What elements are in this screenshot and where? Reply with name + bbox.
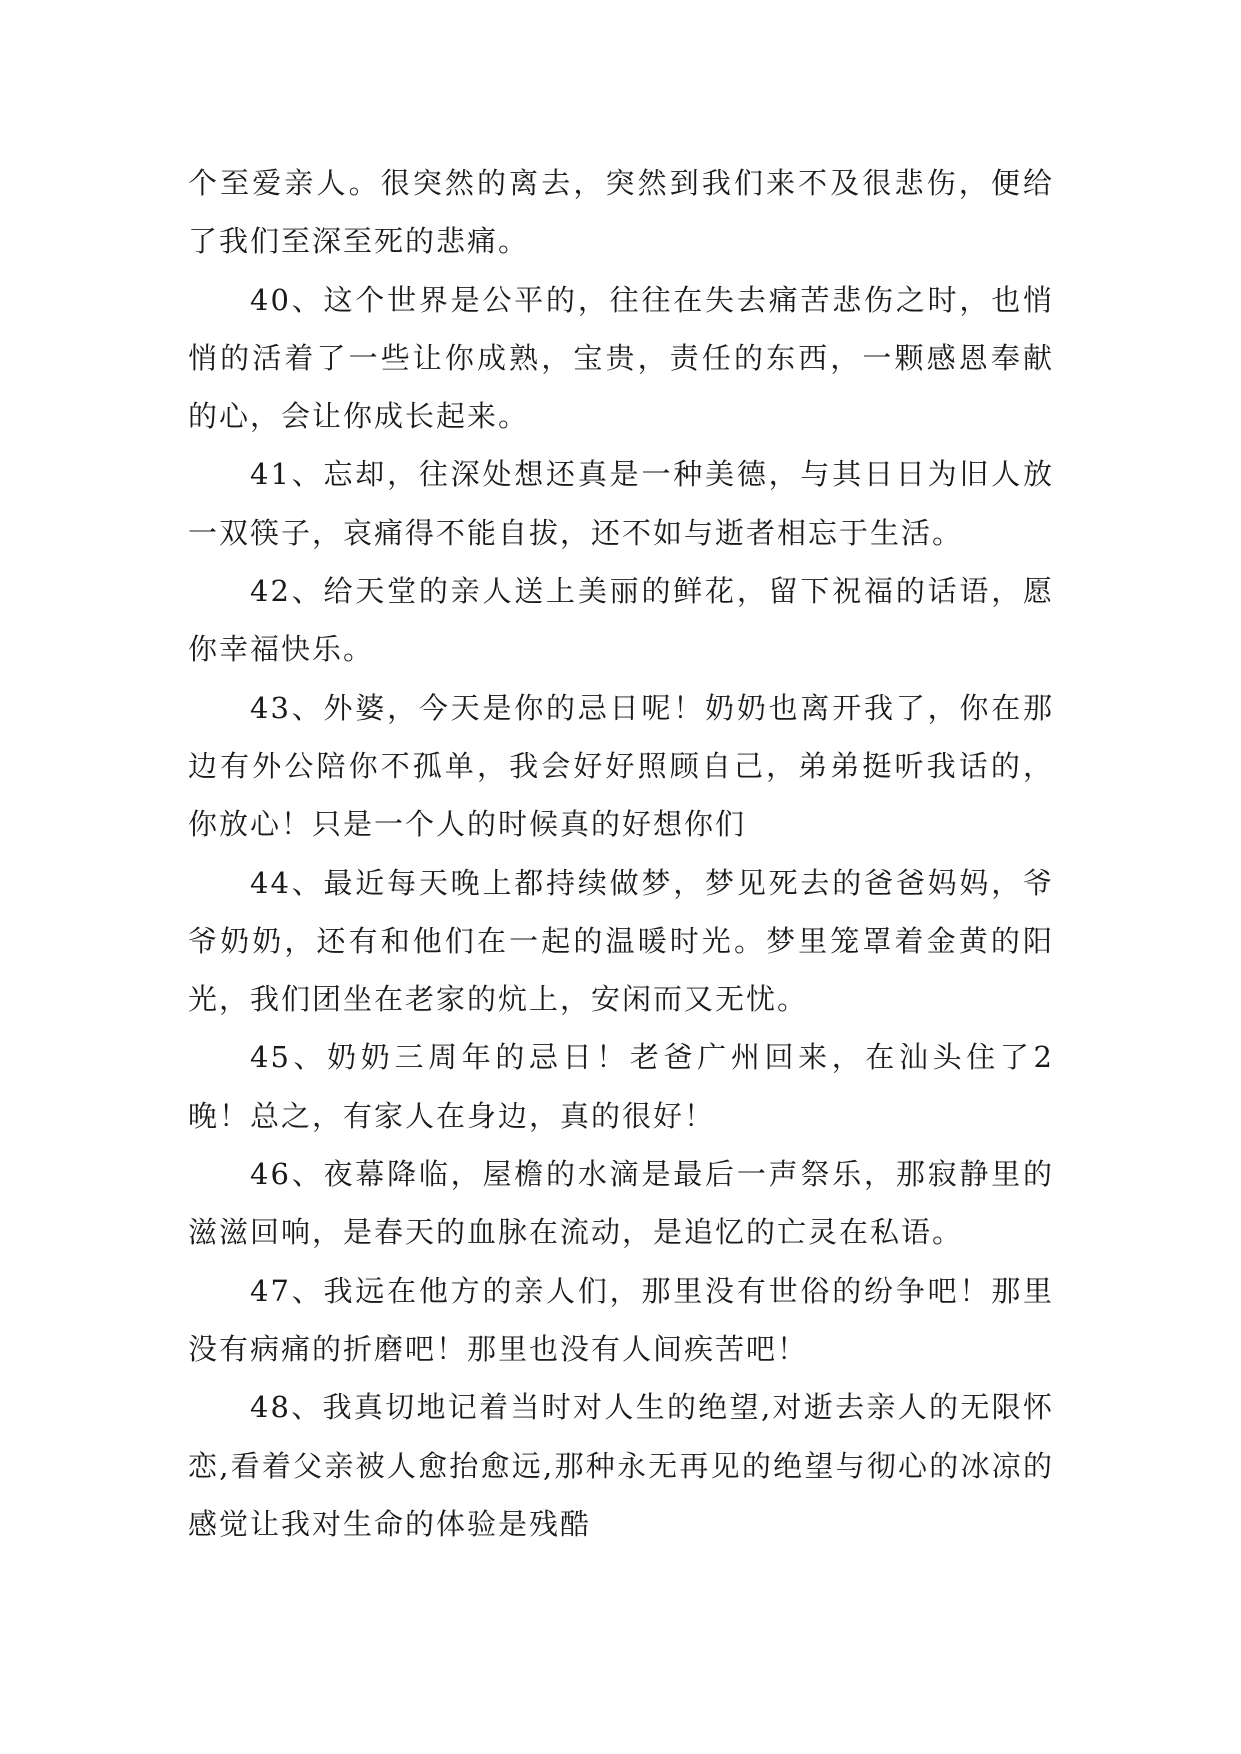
paragraph-48: 48、我真切地记着当时对人生的绝望,对逝去亲人的无限怀恋,看着父亲被人愈抬愈远,那种永无再见的绝望与彻心的冰凉的感觉让我对生命的体验是残酷: [188, 1390, 1054, 1541]
paragraph-43: 43、外婆，今天是你的忌日呢！奶奶也离开我了，你在那边有外公陪你不孤单，我会好好照顾自己，弟弟挺听我话的，你放心！只是一个人的时候真的好想你们: [188, 690, 1054, 842]
paragraph-45: 45、奶奶三周年的忌日！老爸广州回来，在汕头住了2晚！总之，有家人在身边，真的很好！: [188, 1040, 1054, 1133]
paragraph-47: 47、我远在他方的亲人们，那里没有世俗的纷争吧！那里没有病痛的折磨吧！那里也没有人间疾苦吧！: [188, 1273, 1054, 1366]
paragraph-42: 42、给天堂的亲人送上美丽的鲜花，留下祝福的话语，愿你幸福快乐。: [188, 574, 1054, 667]
paragraph-41: 41、忘却，往深处想还真是一种美德，与其日日为旧人放一双筷子，哀痛得不能自拔，还不如与逝者相忘于生活。: [188, 457, 1054, 550]
paragraph-40: 40、这个世界是公平的，往往在失去痛苦悲伤之时，也悄悄的活着了一些让你成熟，宝贵，责任的东西，一颗感恩奉献的心，会让你成长起来。: [188, 282, 1054, 434]
paragraph-continuation: 个至爱亲人。很突然的离去，突然到我们来不及很悲伤，便给了我们至深至死的悲痛。: [188, 166, 1054, 259]
document-body: [188, 154, 1054, 1553]
paragraph-44: 44、最近每天晚上都持续做梦，梦见死去的爸爸妈妈，爷爷奶奶，还有和他们在一起的温暖时光。梦里笼罩着金黄的阳光，我们团坐在老家的炕上，安闲而又无忧。: [188, 865, 1054, 1017]
paragraph-46: 46、夜幕降临，屋檐的水滴是最后一声祭乐，那寂静里的滋滋回响，是春天的血脉在流动，是追忆的亡灵在私语。: [188, 1157, 1054, 1250]
